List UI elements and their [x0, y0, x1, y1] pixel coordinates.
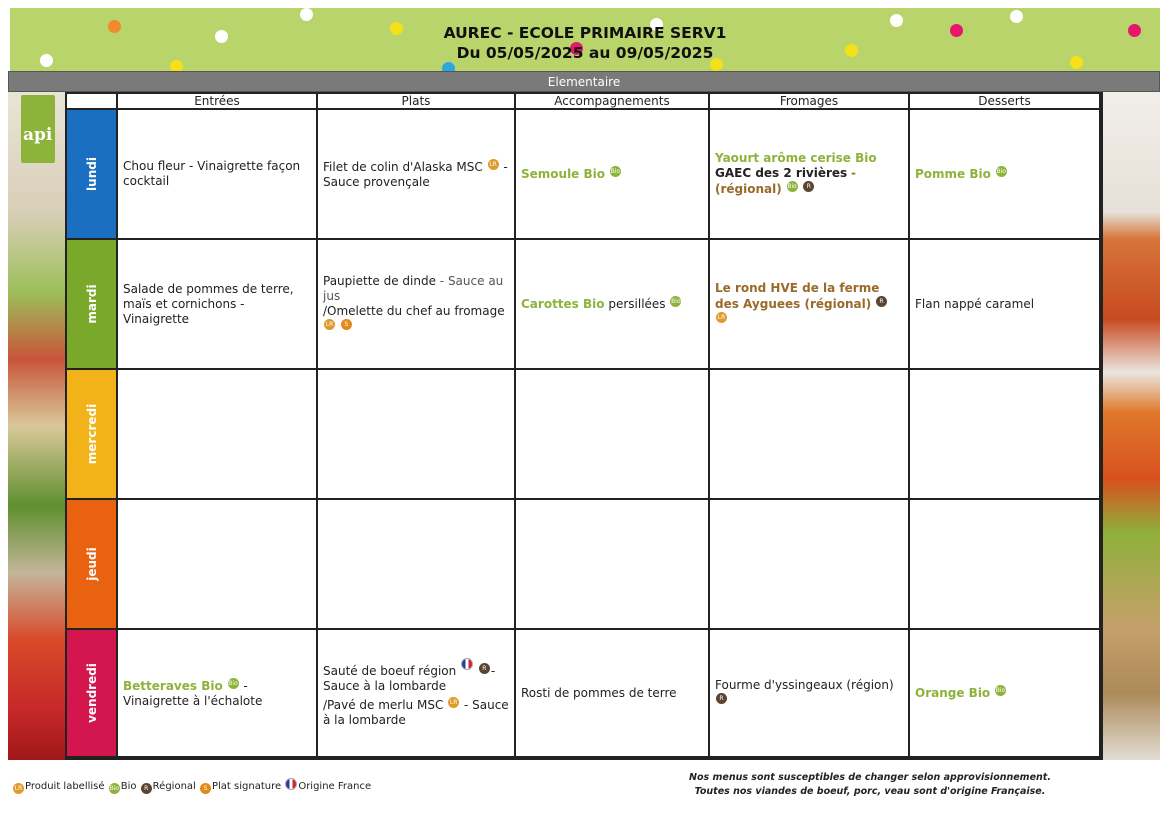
- signature-icon: S: [200, 783, 211, 794]
- france-flag-icon: [461, 658, 473, 670]
- cell-mardi-dessert: Flan nappé caramel: [910, 240, 1101, 370]
- api-logo: api: [21, 95, 55, 163]
- cell-lundi-plat: Filet de colin d'Alaska MSC LR - Sauce provençale: [318, 110, 516, 240]
- cell-vendredi-accomp: Rosti de pommes de terre: [516, 630, 710, 758]
- section-band: Elementaire: [8, 71, 1160, 92]
- label-icon: LR: [489, 160, 497, 168]
- date-range: Du 05/05/2025 au 09/05/2025: [456, 44, 714, 62]
- bio-icon: Bio: [996, 168, 1006, 175]
- col-header-accompagnements: Accompagnements: [516, 94, 710, 110]
- col-header-desserts: Desserts: [910, 94, 1101, 110]
- col-header-plats: Plats: [318, 94, 516, 110]
- cell-mardi-entree: Salade de pommes de terre, maïs et cornichons - Vinaigrette: [118, 240, 318, 370]
- cell-mercredi-entree: [118, 370, 318, 500]
- regional-icon: R: [141, 783, 152, 794]
- col-header-entrees: Entrées: [118, 94, 318, 110]
- bio-icon: Bio: [610, 168, 621, 175]
- day-label-lundi: lundi: [67, 110, 118, 240]
- footer-notes: Nos menus sont susceptibles de changer selon approvisionnement. Toutes nos viandes de boeuf, porc, veau sont d'origine Française.: [689, 772, 1051, 797]
- day-label-mercredi: mercredi: [67, 370, 118, 500]
- bio-icon: Bio: [995, 687, 1006, 694]
- legend: LR Produit labellisé Bio Bio R Régional S Plat signature Origine France: [12, 778, 371, 794]
- header-banner: [10, 8, 1160, 72]
- cell-jeudi-plat: [318, 500, 516, 630]
- cell-mardi-plat: Paupiette de dinde - Sauce au jus /Omelette du chef au fromage LR S: [318, 240, 516, 370]
- page-title: AUREC - ECOLE PRIMAIRE SERV1: [443, 24, 727, 42]
- regional-icon: R: [479, 663, 490, 674]
- bio-icon: Bio: [109, 785, 119, 792]
- bio-icon: Bio: [787, 183, 797, 190]
- day-label-jeudi: jeudi: [67, 500, 118, 630]
- col-header-fromages: Fromages: [710, 94, 910, 110]
- france-flag-icon: [285, 778, 297, 790]
- corner-cell: [67, 94, 118, 110]
- cell-mercredi-dessert: [910, 370, 1101, 500]
- cell-lundi-dessert: Pomme Bio Bio: [910, 110, 1101, 240]
- cell-jeudi-fromage: [710, 500, 910, 630]
- cell-vendredi-dessert: Orange Bio Bio: [910, 630, 1101, 758]
- cell-mardi-accomp: Carottes Bio persillées Bio: [516, 240, 710, 370]
- regional-icon: R: [876, 296, 887, 307]
- label-icon: LR: [717, 313, 726, 321]
- confetti-dot: [1010, 10, 1023, 23]
- cell-jeudi-accomp: [516, 500, 710, 630]
- signature-icon: S: [341, 319, 352, 330]
- label-icon: LR: [325, 320, 334, 328]
- cell-vendredi-entree: Betteraves Bio Bio - Vinaigrette à l'échalote: [118, 630, 318, 758]
- cell-mercredi-accomp: [516, 370, 710, 500]
- cell-mardi-fromage: Le rond HVE de la ferme des Ayguees (régional) R LR: [710, 240, 910, 370]
- cell-lundi-accomp: Semoule Bio Bio: [516, 110, 710, 240]
- bio-icon: Bio: [228, 679, 238, 687]
- left-decoration: [8, 92, 65, 760]
- label-icon: LR: [14, 785, 23, 792]
- right-decoration: [1103, 92, 1160, 760]
- cell-mercredi-fromage: [710, 370, 910, 500]
- cell-mercredi-plat: [318, 370, 516, 500]
- cell-jeudi-dessert: [910, 500, 1101, 630]
- cell-jeudi-entree: [118, 500, 318, 630]
- regional-icon: R: [803, 181, 814, 192]
- day-label-mardi: mardi: [67, 240, 118, 370]
- label-icon: LR: [449, 699, 458, 706]
- day-label-vendredi: vendredi: [67, 630, 118, 758]
- cell-vendredi-fromage: Fourme d'yssingeaux (région) R: [710, 630, 910, 758]
- cell-lundi-fromage: Yaourt arôme cerise Bio GAEC des 2 rivières - (régional) Bio R: [710, 110, 910, 240]
- bio-icon: Bio: [671, 298, 681, 305]
- regional-icon: R: [716, 693, 727, 704]
- cell-vendredi-plat: Sauté de boeuf région R - Sauce à la lombarde /Pavé de merlu MSC LR - Sauce à la lombarde: [318, 630, 516, 758]
- confetti-dot: [300, 8, 313, 21]
- cell-lundi-entree: Chou fleur - Vinaigrette façon cocktail: [118, 110, 318, 240]
